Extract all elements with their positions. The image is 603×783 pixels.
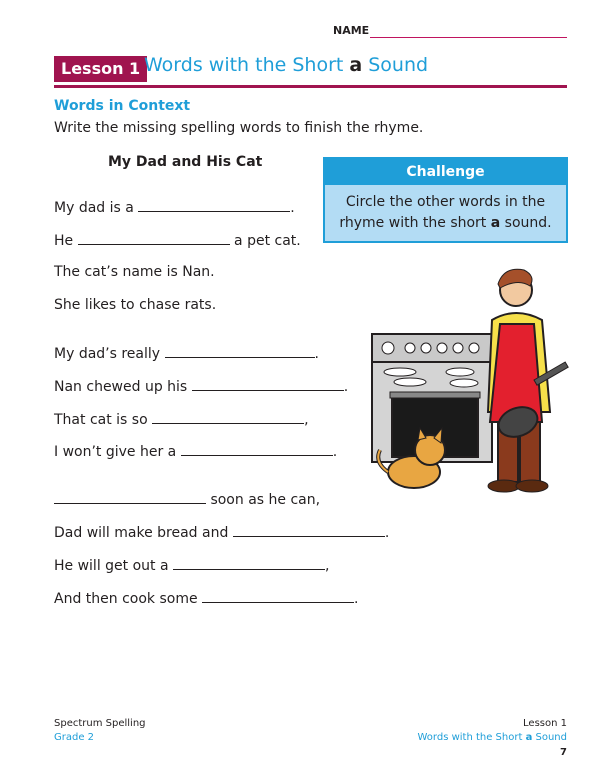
footer-lesson-title	[417, 731, 567, 745]
answer-blank[interactable]	[181, 443, 333, 456]
challenge-text-letter: a	[490, 215, 501, 231]
challenge-text-pre: Circle the other words in the rhyme with the short	[339, 194, 546, 231]
answer-blank[interactable]	[54, 491, 206, 504]
line-text: My dad’s really	[54, 346, 165, 362]
answer-blank[interactable]	[233, 524, 385, 537]
answer-blank[interactable]	[165, 345, 315, 358]
poem-line	[54, 491, 320, 508]
section-heading: Words in Context	[54, 98, 191, 114]
answer-blank[interactable]	[192, 378, 344, 391]
line-text: She likes to chase rats.	[54, 297, 217, 313]
challenge-heading: Challenge	[325, 159, 566, 185]
line-text: a pet cat.	[229, 233, 301, 249]
poem-line	[54, 297, 216, 313]
name-label: NAME	[333, 24, 370, 37]
footer-right	[417, 717, 567, 745]
line-text: Nan chewed up his	[54, 379, 192, 395]
line-text: He	[54, 233, 78, 249]
poem-line	[54, 264, 215, 280]
challenge-text	[325, 185, 566, 234]
lesson-title-post: Sound	[362, 54, 429, 76]
line-text: That cat is so	[54, 412, 153, 428]
footer-book: Spectrum Spelling	[54, 718, 146, 729]
line-text: I won’t give her a	[54, 444, 181, 460]
footer-title-letter: a	[525, 732, 533, 743]
line-text: And then cook some	[54, 591, 203, 607]
answer-blank[interactable]	[202, 590, 354, 603]
line-text: ,	[325, 558, 330, 574]
poem-line	[54, 524, 389, 541]
man-icon	[488, 269, 568, 492]
line-text: The cat’s name is Nan.	[54, 264, 215, 280]
lesson-badge: Lesson 1	[54, 56, 147, 82]
poem-line	[54, 557, 329, 574]
line-text: .	[290, 200, 295, 216]
challenge-text-post: sound.	[500, 215, 552, 231]
lesson-title-letter: a	[349, 54, 363, 76]
line-text: .	[314, 346, 319, 362]
instructions: Write the missing spelling words to finish the rhyme.	[54, 120, 424, 136]
poem-title: My Dad and His Cat	[108, 154, 263, 170]
footer-title-pre: Words with the Short	[417, 732, 526, 743]
poem-line	[54, 345, 319, 362]
line-text: .	[384, 525, 390, 541]
lesson-title-pre: Words with the Short	[144, 54, 350, 76]
poem-line	[54, 443, 337, 460]
footer-title-post: Sound	[532, 732, 567, 743]
poem-line	[54, 199, 295, 216]
line-text: soon as he can,	[206, 492, 321, 508]
challenge-box	[323, 157, 568, 243]
answer-blank[interactable]	[152, 411, 304, 424]
footer-left	[54, 717, 146, 745]
line-text: .	[343, 379, 349, 395]
lesson-header	[54, 52, 567, 88]
answer-blank[interactable]	[138, 199, 290, 212]
line-text: .	[332, 444, 338, 460]
line-text: Dad will make bread and	[54, 525, 233, 541]
poem-line	[54, 232, 301, 249]
footer-grade: Grade 2	[54, 732, 95, 743]
poem-line	[54, 590, 359, 607]
page-number: 7	[560, 747, 567, 758]
footer-lesson: Lesson 1	[523, 718, 567, 729]
poem-line	[54, 411, 309, 428]
line-text: He will get out a	[54, 558, 174, 574]
line-text: ,	[304, 412, 309, 428]
name-line[interactable]	[370, 37, 567, 38]
lesson-title	[144, 54, 428, 76]
answer-blank[interactable]	[78, 232, 230, 245]
line-text: My dad is a	[54, 200, 139, 216]
line-text: .	[354, 591, 359, 607]
man-cooking-illustration	[370, 262, 570, 497]
answer-blank[interactable]	[173, 557, 325, 570]
poem-line	[54, 378, 348, 395]
